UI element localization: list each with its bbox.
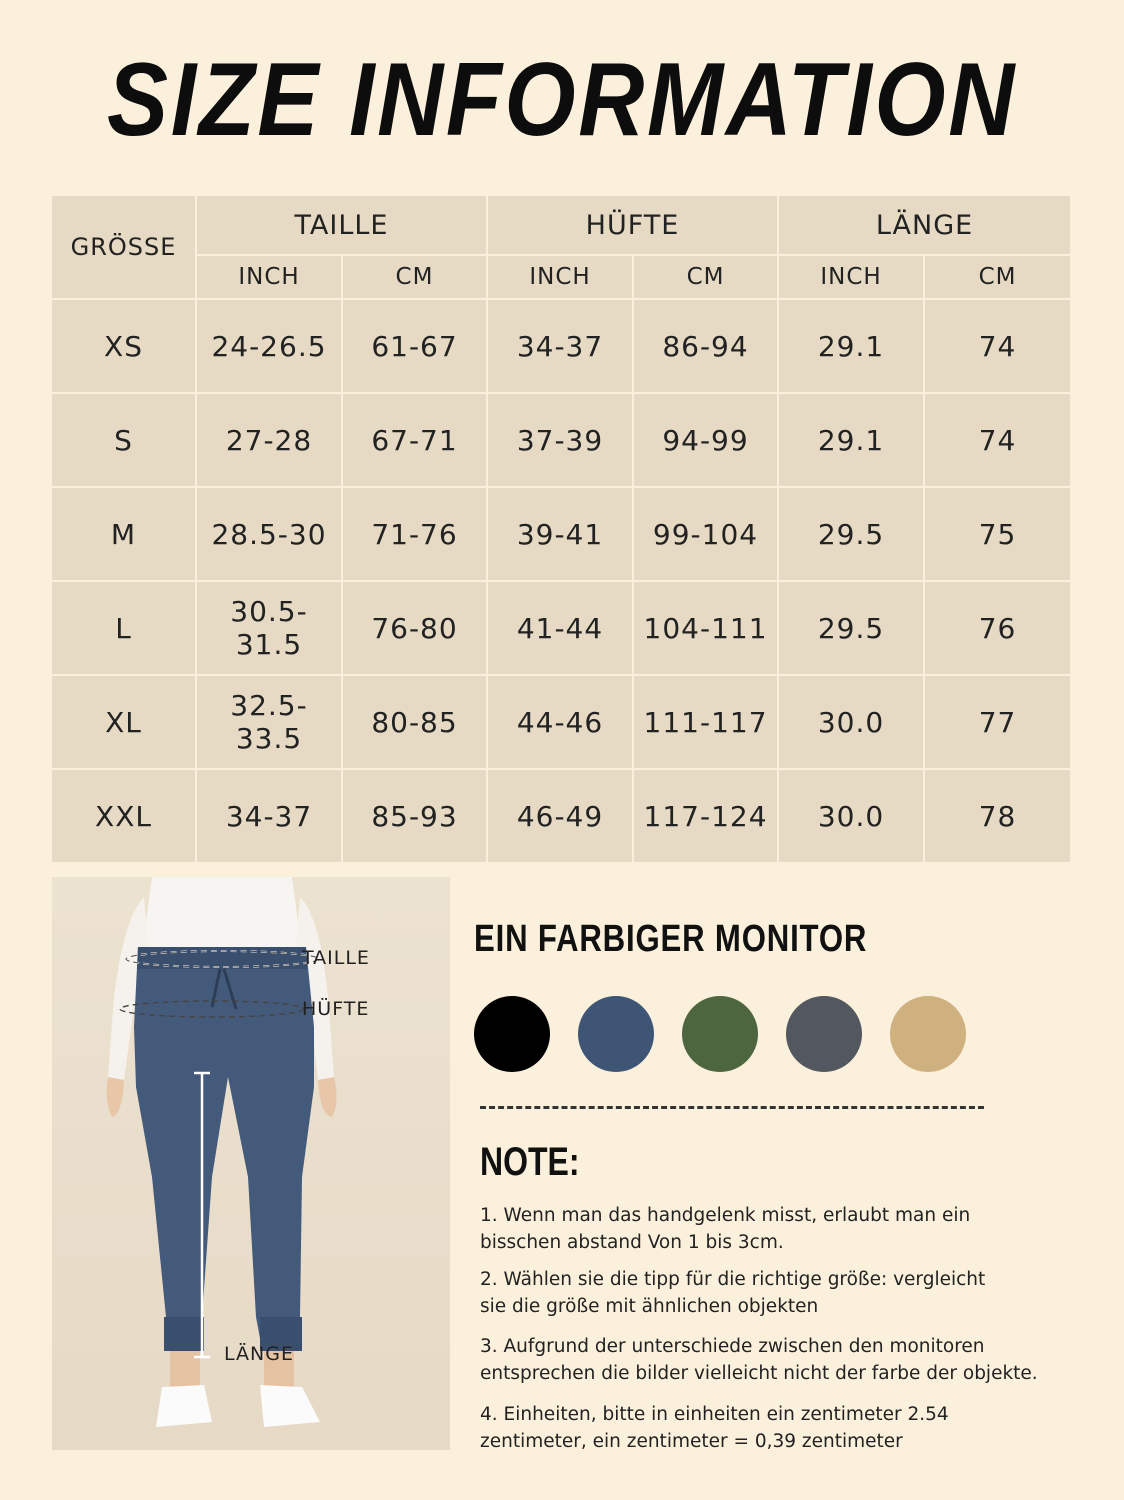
size-value-cell: 29.1 bbox=[779, 300, 925, 394]
size-value-cell: 117-124 bbox=[634, 770, 779, 864]
color-swatch-grey bbox=[786, 996, 862, 1072]
size-value-cell: 46-49 bbox=[488, 770, 634, 864]
size-value-cell: 111-117 bbox=[634, 676, 779, 770]
size-row bbox=[52, 582, 1070, 676]
unit-waist-cm: CM bbox=[343, 256, 488, 300]
note-line: 4. Einheiten, bitte in einheiten ein zentimeter 2.54 bbox=[480, 1404, 949, 1425]
unit-length-inch: INCH bbox=[779, 256, 925, 300]
model-photo bbox=[52, 877, 450, 1450]
size-row bbox=[52, 676, 1070, 770]
note-line: sie die größe mit ähnlichen objekten bbox=[480, 1296, 819, 1317]
monitor-title: EIN FARBIGER MONITOR bbox=[474, 918, 868, 960]
label-length: LÄNGE bbox=[224, 1343, 294, 1365]
note-item-1 bbox=[480, 1202, 1080, 1256]
dashed-divider bbox=[480, 1106, 984, 1109]
note-line: bisschen abstand Von 1 bis 3cm. bbox=[480, 1232, 784, 1253]
size-value-cell: 34-37 bbox=[197, 770, 343, 864]
color-swatch-green bbox=[682, 996, 758, 1072]
size-value-cell: 74 bbox=[925, 300, 1070, 394]
size-value-cell: 37-39 bbox=[488, 394, 634, 488]
unit-hip-inch: INCH bbox=[488, 256, 634, 300]
size-value-cell: 30.0 bbox=[779, 770, 925, 864]
size-value-cell: 94-99 bbox=[634, 394, 779, 488]
note-line: entsprechen die bilder vielleicht nicht der farbe der objekte. bbox=[480, 1363, 1038, 1384]
header-length: LÄNGE bbox=[779, 196, 1070, 256]
size-value-cell: 67-71 bbox=[343, 394, 488, 488]
size-value-cell: 29.5 bbox=[779, 582, 925, 676]
size-rows bbox=[52, 300, 1070, 864]
size-row bbox=[52, 488, 1070, 582]
size-value-cell: 29.5 bbox=[779, 488, 925, 582]
size-value-cell: 76-80 bbox=[343, 582, 488, 676]
size-value-cell: 104-111 bbox=[634, 582, 779, 676]
size-value-cell: 71-76 bbox=[343, 488, 488, 582]
label-waist: TAILLE bbox=[302, 947, 370, 969]
size-value-cell: 30.0 bbox=[779, 676, 925, 770]
size-label-cell: XL bbox=[52, 676, 197, 770]
page-title: SIZE INFORMATION bbox=[107, 42, 1017, 158]
size-value-cell: 27-28 bbox=[197, 394, 343, 488]
size-row bbox=[52, 300, 1070, 394]
size-value-cell: 86-94 bbox=[634, 300, 779, 394]
size-value-cell: 78 bbox=[925, 770, 1070, 864]
size-value-cell: 28.5-30 bbox=[197, 488, 343, 582]
note-title: NOTE: bbox=[480, 1140, 580, 1184]
size-value-cell: 24-26.5 bbox=[197, 300, 343, 394]
size-label-cell: L bbox=[52, 582, 197, 676]
size-value-cell: 75 bbox=[925, 488, 1070, 582]
unit-length-cm: CM bbox=[925, 256, 1070, 300]
size-value-cell: 29.1 bbox=[779, 394, 925, 488]
unit-hip-cm: CM bbox=[634, 256, 779, 300]
size-value-cell: 74 bbox=[925, 394, 1070, 488]
size-label-cell: XS bbox=[52, 300, 197, 394]
size-label-cell: M bbox=[52, 488, 197, 582]
size-value-cell: 32.5-33.5 bbox=[197, 676, 343, 770]
size-value-cell: 77 bbox=[925, 676, 1070, 770]
header-hip: HÜFTE bbox=[488, 196, 779, 256]
note-line: zentimeter, ein zentimeter = 0,39 zentimeter bbox=[480, 1431, 903, 1452]
size-label-cell: S bbox=[52, 394, 197, 488]
size-value-cell: 30.5-31.5 bbox=[197, 582, 343, 676]
header-size: GRÖSSE bbox=[52, 196, 197, 300]
size-value-cell: 39-41 bbox=[488, 488, 634, 582]
note-item-3 bbox=[480, 1333, 1080, 1387]
color-swatch-black bbox=[474, 996, 550, 1072]
color-swatch-khaki bbox=[890, 996, 966, 1072]
size-chart-table bbox=[52, 196, 1070, 864]
size-value-cell: 34-37 bbox=[488, 300, 634, 394]
label-hip: HÜFTE bbox=[302, 998, 370, 1020]
size-value-cell: 61-67 bbox=[343, 300, 488, 394]
note-item-4 bbox=[480, 1401, 1080, 1455]
header-waist: TAILLE bbox=[197, 196, 488, 256]
note-item-2 bbox=[480, 1266, 1080, 1320]
size-row bbox=[52, 394, 1070, 488]
color-swatch-navy bbox=[578, 996, 654, 1072]
unit-waist-inch: INCH bbox=[197, 256, 343, 300]
note-line: 2. Wählen sie die tipp für die richtige größe: vergleicht bbox=[480, 1269, 986, 1290]
size-value-cell: 41-44 bbox=[488, 582, 634, 676]
size-value-cell: 85-93 bbox=[343, 770, 488, 864]
size-label-cell: XXL bbox=[52, 770, 197, 864]
size-value-cell: 99-104 bbox=[634, 488, 779, 582]
size-value-cell: 76 bbox=[925, 582, 1070, 676]
note-line: 3. Aufgrund der unterschiede zwischen den monitoren bbox=[480, 1336, 985, 1357]
size-value-cell: 80-85 bbox=[343, 676, 488, 770]
size-value-cell: 44-46 bbox=[488, 676, 634, 770]
size-row bbox=[52, 770, 1070, 864]
note-line: 1. Wenn man das handgelenk misst, erlaubt man ein bbox=[480, 1205, 971, 1226]
